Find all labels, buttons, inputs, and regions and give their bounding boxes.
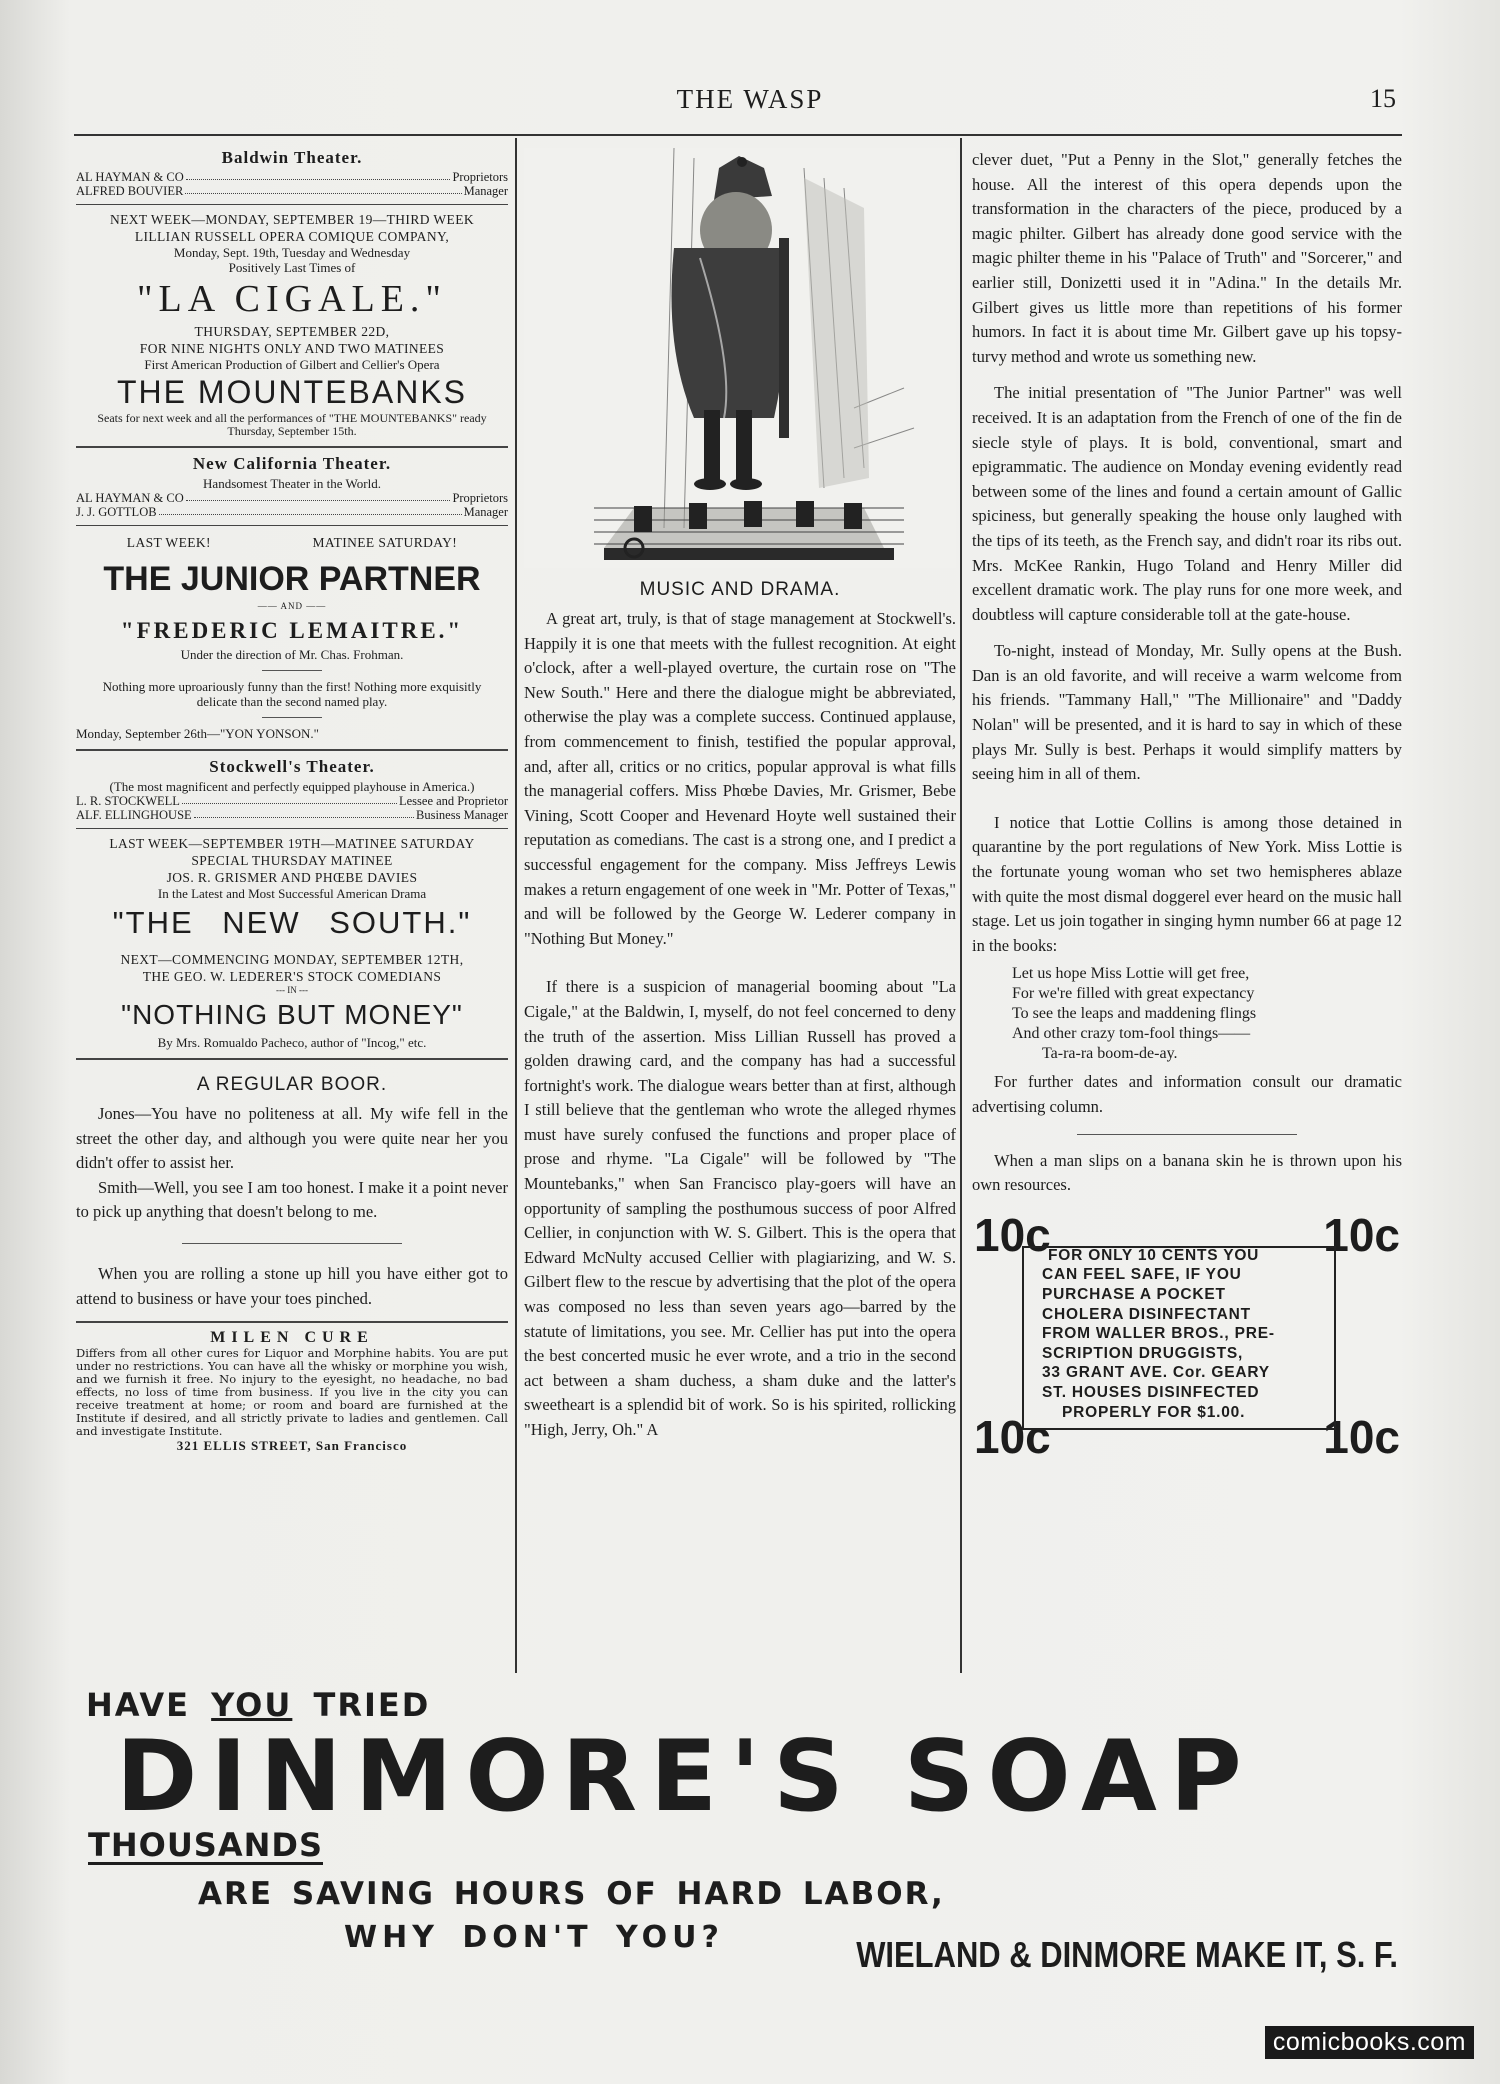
col3-body — [972, 148, 1402, 958]
col2-paragraph-1: A great art, truly, is that of stage management at Stockwell's. Happily it is one that meets with the fullest recognition. At eight o'clock, after a well-played overture, the curtain rose on "The New South." Here and there the dialogue might be abbreviated, otherwise the play was a complete success. Continued applause, from commencement to finish, testified the popular approval, and, after all, critics or no critics, popular approval is what fills the managerial coffers. Miss Phœbe Davies, Mr. Grismer, Bebe Vining, Scott Cooper and Hevenard Hoyte well sustained their reputation as comedians. The cast is a strong one, and I predict a successful engagement for the company. Miss Jeffreys Lewis makes a return engagement of one week in "Mr. Potter of Texas," and will be followed by the George W. Lederer company in "Nothing But Money." — [524, 609, 956, 948]
baldwin-proprietor: AL HAYMAN & CO — [76, 170, 184, 184]
stockwell-cast: JOS. R. GRISMER AND PHŒBE DAVIES — [166, 870, 418, 885]
price-corner-bottom-left: 10c — [974, 1410, 1051, 1463]
col3-paragraph-2: The initial presentation of "The Junior Partner" was well received. It is an adaptation from the French of one of the fin de siecle style of plays. It is bold, conventional, smart and epigrammatic. The audience on Monday evening evidently read between some of the lines and found a certain amount of Gallic spiciness, but generally speaking the house only laughed with the tips of its teeth, as the French say, and didn't roar its ribs out. Mrs. McKee Rankin, Hugo Toland and Henry Miller did excellent dramatic work. The play runs for one more week, and doubtless will capture considerable toll at the gate-house. — [972, 383, 1402, 624]
verse-line-4: And other crazy tom-fool things—— — [1012, 1025, 1251, 1043]
milen-cure-name: MILEN CURE — [210, 1329, 374, 1347]
ad-line-5: FROM WALLER BROS., PRE- — [1042, 1325, 1275, 1343]
soap-you: YOU — [211, 1686, 293, 1724]
ad-line-6: SCRIPTION DRUGGISTS, — [1042, 1344, 1244, 1362]
music-and-drama-heading: MUSIC AND DRAMA. — [639, 579, 841, 600]
col3-paragraph-4: I notice that Lottie Collins is among those detained in quarantine by the port regulations of New York. Miss Lottie is the fortunate young woman who set two hemispheres ablaze with quite the most dismal doggerel ever heard on the music hall stage. Let us join togather in singing hymn number 66 at page 12 in the books: — [972, 812, 1402, 955]
stockwell-author: By Mrs. Romualdo Pacheco, author of "Incog," etc. — [157, 1035, 427, 1050]
california-last-week: LAST WEEK! — [126, 535, 211, 550]
banana-joke — [972, 1149, 1402, 1198]
stockwell-lessee-line — [76, 794, 508, 808]
stone-joke — [76, 1262, 508, 1311]
boor-paragraph-2: Smith—Well, you see I am too honest. I make it a point never to pick up anything that doesn't belong to me. — [76, 1177, 508, 1222]
cartoon-illustration — [524, 148, 956, 568]
column-1-advertisements — [76, 146, 508, 1676]
soap-why-dont-you: WHY DON'T YOU? — [344, 1920, 724, 1955]
header-rule — [74, 134, 1402, 136]
baldwin-last-times: Positively Last Times of — [228, 260, 356, 275]
ad-text — [1042, 1246, 1342, 1422]
watermark: comicbooks.com — [1265, 2026, 1474, 2059]
soap-thousands: THOUSANDS — [88, 1826, 323, 1864]
junior-partner-title: THE JUNIOR PARTNER — [103, 560, 481, 598]
baldwin-dates: Monday, Sept. 19th, Tuesday and Wednesday — [173, 245, 411, 260]
california-proprietor: AL HAYMAN & CO — [76, 491, 184, 505]
soap-have-you-tried — [86, 1686, 430, 1724]
california-last-week-row — [76, 534, 508, 551]
soap-tried: TRIED — [313, 1686, 431, 1724]
california-matinee: MATINEE SATURDAY! — [312, 535, 458, 550]
baldwin-next-week: NEXT WEEK—MONDAY, SEPTEMBER 19—THIRD WEEK — [109, 212, 475, 227]
column-rule-2 — [960, 138, 962, 1673]
california-blurb: Nothing more uproariously funny than the first! Nothing more exquisitly delicate than the second named play. — [102, 679, 482, 709]
baldwin-first-production: First American Production of Gilbert and Cellier's Opera — [144, 357, 440, 372]
col3-paragraph-3: To-night, instead of Monday, Mr. Sully opens at the Bush. Dan is an old favorite, and will receive a warm welcome from his friends. "Tammany Hall," "The Millionaire" and "Daddy Nolan" will be presented, and it is hard to say in which of these plays Mr. Sully is best. Perhaps it would simplify matters by seeing him in all of them. — [972, 641, 1402, 784]
nothing-but-money-title: "NOTHING BUT MONEY" — [121, 999, 463, 1030]
california-yon-yonson: Monday, September 26th—"YON YONSON." — [76, 726, 319, 741]
col3-after-verse — [972, 1070, 1402, 1119]
california-direction: Under the direction of Mr. Chas. Frohman. — [180, 647, 404, 662]
mountebanks-title: THE MOUNTEBANKS — [116, 374, 468, 410]
column-2-music-and-drama — [524, 148, 956, 1678]
price-corner-top-right: 10c — [1323, 1208, 1400, 1261]
page-number: 15 — [1370, 84, 1396, 113]
stockwell-next: NEXT—COMMENCING MONDAY, SEPTEMBER 12TH, — [120, 952, 464, 967]
stockwell-in: --- IN --- — [276, 985, 308, 995]
baldwin-manager-line — [76, 184, 508, 198]
verse-line-5: Ta-ra-ra boom-de-ay. — [1042, 1045, 1178, 1063]
california-handsomest: Handsomest Theater in the World. — [203, 476, 381, 491]
soap-have: HAVE — [86, 1686, 190, 1724]
ad-line-3: PURCHASE A POCKET — [1042, 1285, 1226, 1303]
stockwell-special-matinee: SPECIAL THURSDAY MATINEE — [191, 853, 393, 868]
frederic-lemaitre-title: "FREDERIC LEMAITRE." — [120, 618, 464, 643]
milen-cure-address: 321 ELLIS STREET, San Francisco — [176, 1438, 408, 1454]
col2-paragraph-2: If there is a suspicion of managerial booming about "La Cigale," at the Baldwin, I, myself, do not feel concerned to deny the truth of the assertion. Miss Lillian Russell has proved a golden drawing card, and the company has had a successful fortnight's work. The dialogue wears better than at first, although I still believe that the gentleman who wrote the alleged rhymes must have surely confused the functions and proper place of prose and rhyme. "La Cigale" will be followed by "The Mountebanks," when San Francisco play-goers will have an opportunity of sampling the posthumous success of poor Alfred Cellier, in conjunction with W. S. Gilbert. This is the opera that Edward McNulty accused Cellier with plagiarizing, and W. S. Gilbert flew to the rescue by advertising that the plot of the opera was composed no less than seven years ago—barred by the statute of limitations, you see. Mr. Cellier has put into the opera the best concerted music he ever wrote, and a trio in the second act between a sham duchess, a sham duke and the latter's sweetheart is a splendid bit of work. So is his spirited, rollicking "High, Jerry, Oh." A — [524, 977, 956, 1439]
verse-line-3: To see the leaps and maddening flings — [1012, 1005, 1257, 1023]
baldwin-manager-role: Manager — [463, 184, 508, 198]
column-rule-1 — [515, 138, 517, 1673]
price-corner-top-left: 10c — [974, 1208, 1051, 1261]
baldwin-seats-note: Seats for next week and all the performances of "THE MOUNTEBANKS" ready Thursday, September 15th. — [97, 411, 487, 438]
soap-brand: DINMORE'S SOAP — [116, 1720, 1255, 1834]
california-proprietor-role: Proprietors — [452, 491, 508, 505]
cholera-disinfectant-ad — [972, 1208, 1402, 1463]
stockwell-lessee-role: Lessee and Proprietor — [399, 794, 508, 808]
page-header-title: THE WASP — [676, 84, 824, 114]
baldwin-nine-nights: FOR NINE NIGHTS ONLY AND TWO MATINEES — [139, 341, 445, 356]
regular-boor-title: A REGULAR BOOR. — [196, 1074, 388, 1095]
california-manager-line — [76, 505, 508, 519]
baldwin-theater-name: Baldwin Theater. — [221, 148, 363, 167]
music-and-drama-body — [524, 607, 956, 1443]
baldwin-company: LILLIAN RUSSELL OPERA COMIQUE COMPANY, — [134, 229, 450, 244]
la-cigale-title: "LA CIGALE." — [137, 278, 447, 320]
soap-maker: WIELAND & DINMORE MAKE IT, S. F. — [856, 1934, 1398, 1975]
new-south-title: "THE NEW SOUTH." — [112, 905, 472, 940]
baldwin-thursday: THURSDAY, SEPTEMBER 22D, — [194, 324, 390, 339]
california-theater-name: New California Theater. — [192, 454, 392, 473]
ad-line-7: 33 GRANT AVE. Cor. GEARY — [1042, 1364, 1270, 1382]
stockwell-last-week: LAST WEEK—SEPTEMBER 19TH—MATINEE SATURDAY — [109, 836, 475, 851]
stockwell-magnificent: (The most magnificent and perfectly equipped playhouse in America.) — [109, 779, 475, 794]
further-dates-paragraph: For further dates and information consult our dramatic advertising column. — [972, 1072, 1402, 1116]
baldwin-proprietor-line — [76, 170, 508, 184]
dinmores-soap-ad — [86, 1680, 1416, 1980]
california-and: —— AND —— — [257, 601, 327, 611]
regular-boor-text — [76, 1102, 508, 1225]
california-manager: J. J. GOTTLOB — [76, 505, 157, 519]
banana-paragraph: When a man slips on a banana skin he is thrown upon his own resources. — [972, 1150, 1402, 1195]
boor-paragraph-1: Jones—You have no politeness at all. My wife fell in the street the other day, and although you were quite near her you didn't offer to assist her. — [76, 1104, 508, 1173]
california-manager-role: Manager — [463, 505, 508, 519]
price-corner-bottom-right: 10c — [1323, 1410, 1400, 1463]
soap-saving-hours: ARE SAVING HOURS OF HARD LABOR, — [198, 1876, 945, 1912]
stockwell-theater-name: Stockwell's Theater. — [209, 757, 375, 776]
ad-line-4: CHOLERA DISINFECTANT — [1042, 1305, 1251, 1323]
stockwell-business-manager: ALF. ELLINGHOUSE — [76, 808, 192, 822]
lottie-verse — [1012, 964, 1402, 1064]
boor-divider — [182, 1243, 402, 1244]
verse-line-1: Let us hope Miss Lottie will get free, — [1012, 965, 1250, 983]
stone-paragraph: When you are rolling a stone up hill you have either got to attend to business or have your toes pinched. — [76, 1263, 508, 1308]
stockwell-latest-drama: In the Latest and Most Successful American Drama — [157, 886, 427, 901]
stockwell-lessee: L. R. STOCKWELL — [76, 794, 180, 808]
stockwell-business-line — [76, 808, 508, 822]
ad-line-9: PROPERLY FOR $1.00. — [1062, 1403, 1246, 1421]
baldwin-proprietor-role: Proprietors — [452, 170, 508, 184]
col3-divider — [1077, 1134, 1297, 1135]
ad-line-1: FOR ONLY 10 CENTS YOU — [1048, 1246, 1260, 1264]
baldwin-manager: ALFRED BOUVIER — [76, 184, 184, 198]
stockwell-business-role: Business Manager — [416, 808, 508, 822]
verse-line-2: For we're filled with great expectancy — [1012, 985, 1255, 1003]
ad-line-2: CAN FEEL SAFE, IF YOU — [1042, 1266, 1242, 1284]
col3-paragraph-1: clever duet, "Put a Penny in the Slot," generally fetches the house. All the interest of this opera depends upon the transformation in the characters of the piece, produced by a magic philter. Gilbert has already done good service with the magic philter theme in his "Palace of Truth" and "Sorcerer," and earlier still, Donizetti used it in "Adina." In the details Mr. Gilbert gives us little more than repetitions of his former humors. In fact it is about time Mr. Gilbert gave up his topsy-turvy method and wrote us something new. — [972, 150, 1402, 366]
column-3-continued — [972, 148, 1402, 1678]
california-proprietor-line — [76, 491, 508, 505]
ad-line-8: ST. HOUSES DISINFECTED — [1042, 1383, 1260, 1401]
stockwell-comedians: THE GEO. W. LEDERER'S STOCK COMEDIANS — [142, 969, 442, 984]
milen-cure-body: Differs from all other cures for Liquor and Morphine habits. You are put under no restrictions. You can have all the whisky or morphine you wish, and we furnish it free. No injury to the eyesight, no headache, no bad effects, no loss of time from business. If you live in the city you can receive treatment at home; or room and board are furnished at the Institute if desired, and all strictly private to ladies and gentlemen. Call and investigate Institute. — [76, 1346, 508, 1439]
